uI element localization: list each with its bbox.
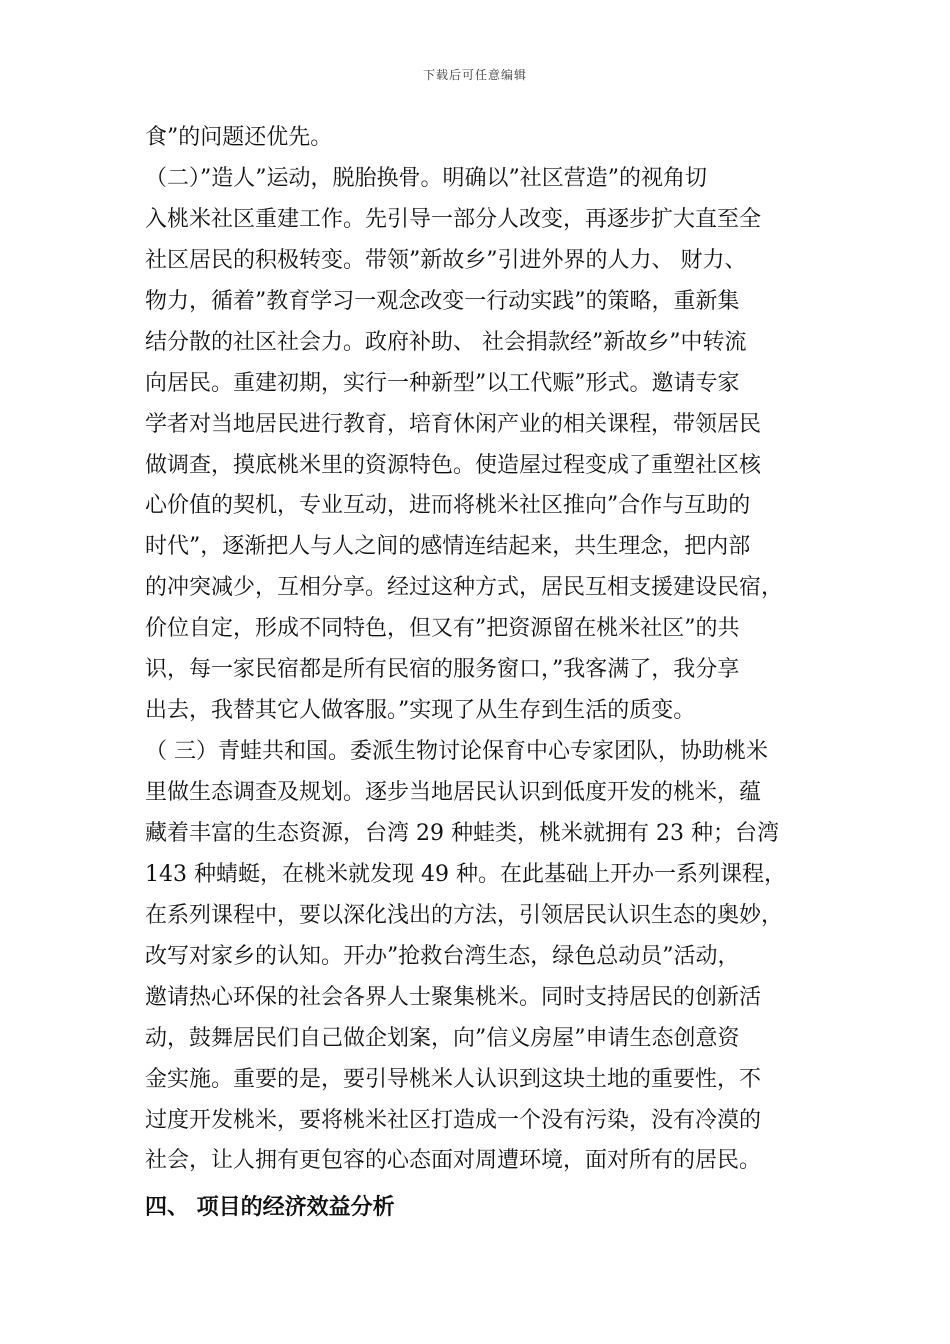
text-line: 社会，让人拥有更包容的心态面对周遭环境，面对所有的居民。: [145, 1148, 762, 1174]
text-line: 过度开发桃米，要将桃米社区打造成一个没有污染，没有冷漠的: [145, 1107, 762, 1133]
text-line: 里做生态调查及规划。逐步当地居民认识到低度开发的桃米，蕴: [145, 780, 762, 805]
body-paragraphs: [145, 118, 810, 1182]
text-line: 时代”，逐渐把人与人之间的感情连结起来，共生理念，把内部: [145, 534, 751, 560]
section-heading: 四、 项目的经济效益分析: [145, 1195, 395, 1220]
text-line: 入桃米社区重建工作。先引导一部分人改变，再逐步扩大直至全: [145, 206, 762, 232]
text-line: 结分散的社区社会力。政府补助、 社会捐款经”新故乡”中转流: [145, 329, 747, 355]
text-line: 识，每一家民宿都是所有民宿的服务窗口，”我客满了，我分享: [145, 657, 740, 683]
text-line: 做调查，摸底桃米里的资源特色。使造屋过程变成了重塑社区核: [145, 452, 762, 478]
text-line: 物力，循着”教育学习一观念改变一行动实践”的策略，重新集: [145, 288, 740, 314]
text-line: 价位自定，形成不同特色，但又有”把资源留在桃米社区”的共: [145, 616, 740, 642]
text-line: 心价值的契机，专业互动，进而将桃米社区推向”合作与互助的: [145, 493, 751, 519]
text-line: 藏着丰富的生态资源，台湾 29 种蛙类，桃米就拥有 23 种；台湾: [145, 820, 779, 846]
download-note: 下载后可任意编辑: [422, 68, 527, 82]
text-line: 143 种蜻蜓，在桃米就发现 49 种。在此基础上开办一系列课程，: [145, 861, 786, 887]
text-line: 在系列课程中，要以深化浅出的方法，引领居民认识生态的奥妙，: [145, 902, 784, 928]
text-line: 金实施。重要的是，要引导桃米人认识到这块土地的重要性，不: [145, 1066, 762, 1092]
text-line: 邀请热心环保的社会各界人士聚集桃米。同时支持居民的创新活: [145, 984, 762, 1010]
text-line: （二）”造人”运动，脱胎换骨。明确以”社区营造”的视角切: [145, 165, 707, 191]
text-line: 向居民。重建初期，实行一种新型”以工代赈”形式。邀请专家: [145, 370, 740, 396]
text-line: 改写对家乡的认知。开办”抢救台湾生态，绿色总动员”活动，: [145, 943, 740, 969]
text-line: 食”的问题还优先。: [145, 125, 333, 150]
text-line: 社区居民的积极转变。带领”新故乡”引进外界的人力、 财力、: [145, 247, 747, 273]
text-line: （ 三）青蛙共和国。委派生物讨论保育中心专家团队，协助桃米: [145, 739, 768, 765]
text-line: 学者对当地居民进行教育，培育休闲产业的相关课程，带领居民: [145, 411, 762, 437]
text-line: 出去，我替其它人做客服。”实现了从生存到生活的质变。: [145, 698, 696, 724]
text-line: 动，鼓舞居民们自己做企划案，向”信义房屋”申请生态创意资: [145, 1025, 740, 1051]
text-line: 的冲突减少，互相分享。经过这种方式，居民互相支援建设民宿，: [145, 575, 784, 601]
